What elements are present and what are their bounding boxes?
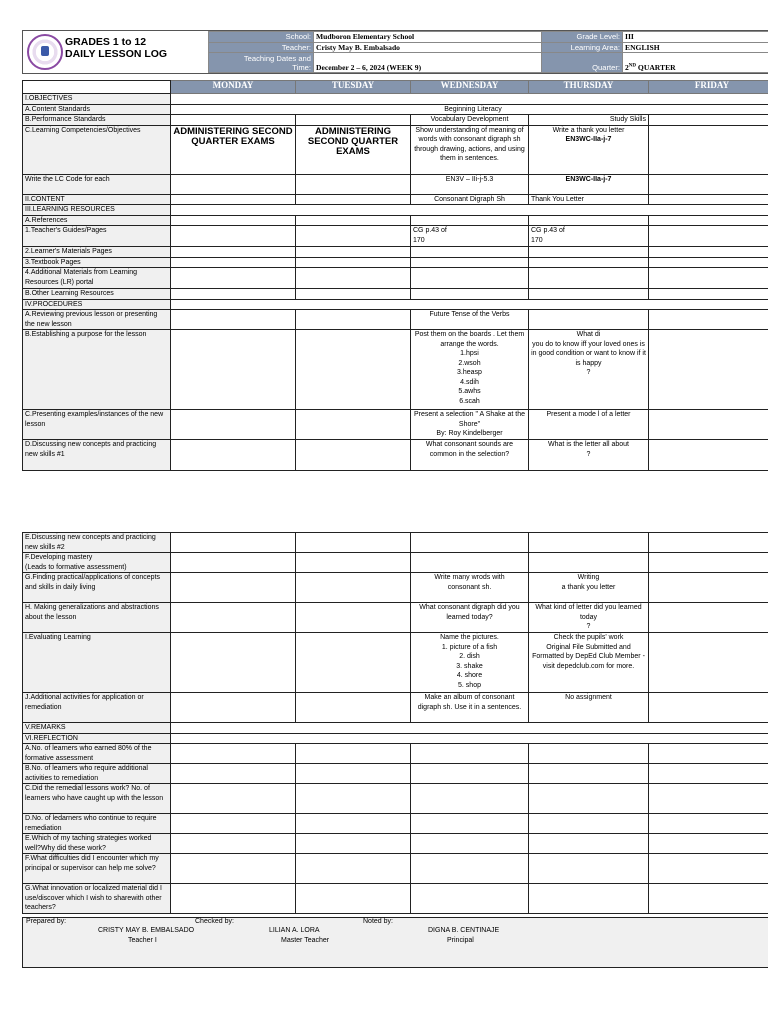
- reflection-a-label: A.No. of learners who earned 80% of the formative assessment: [23, 744, 171, 764]
- day-friday: FRIDAY: [649, 81, 768, 94]
- lc-code-label: Write the LC Code for each: [23, 174, 171, 194]
- table-row: [23, 603, 768, 633]
- performance-standards-wed: Vocabulary Development: [411, 115, 529, 126]
- header-info-table: [208, 31, 768, 73]
- table-row: [23, 299, 768, 310]
- content-standards-value: Beginning Literacy: [171, 104, 768, 115]
- content-wed: Consonant Digraph Sh: [411, 194, 529, 205]
- generalizations-thu: What kind of letter did you learned today ?: [535, 604, 642, 630]
- discussing1-wed: What consonant sounds are common in the selection?: [411, 440, 529, 471]
- table-row: [23, 104, 768, 115]
- checked-by-label: Checked by:: [195, 918, 234, 925]
- reflection-b-label: B.No. of learners who require additional activities to remediation: [23, 764, 171, 784]
- table-row: [23, 693, 768, 723]
- table-row: [23, 764, 768, 784]
- teaching-dates-label-line2: Time:: [292, 63, 311, 72]
- references-label: A.References: [23, 215, 171, 226]
- practical-thu: Writing a thank you letter: [561, 574, 616, 591]
- practical-label: G.Finding practical/applications of concepts and skills in daily living: [23, 573, 171, 603]
- table-row: [23, 723, 768, 734]
- performance-standards-label: B.Performance Standards: [23, 115, 171, 126]
- generalizations-wed: What consonant digraph did you learned today?: [411, 603, 529, 633]
- form-title: [65, 36, 205, 60]
- competencies-mon: ADMINISTERING SECOND QUARTER EXAMS: [173, 125, 293, 147]
- table-row: [23, 744, 768, 764]
- table-row: [23, 247, 768, 258]
- table-row: [23, 125, 768, 174]
- table-row: [23, 330, 768, 410]
- grade-level-label: Grade Level:: [542, 32, 623, 43]
- noted-by-label: Noted by:: [363, 918, 393, 925]
- table-row: [23, 784, 768, 814]
- day-tuesday: TUESDAY: [296, 81, 411, 94]
- grade-level-value: III: [623, 32, 768, 43]
- section-learning-resources: III.LEARNING RESOURCES: [23, 205, 171, 216]
- lc-code-thu: EN3WC-IIa-j-7: [529, 174, 649, 194]
- quarter-label: Quarter:: [542, 53, 623, 73]
- learning-area-value: ENGLISH: [623, 42, 768, 53]
- competencies-thu-code: EN3WC-IIa-j-7: [565, 136, 612, 143]
- day-monday: MONDAY: [171, 81, 296, 94]
- table-row: [23, 205, 768, 216]
- section-reflection: VI.REFLECTION: [23, 733, 171, 744]
- tg-pages-wed: CG p.43 of 170: [413, 227, 447, 244]
- presenting-label: C.Presenting examples/instances of the new lesson: [23, 410, 171, 440]
- section-remarks: V.REMARKS: [23, 723, 171, 734]
- form-title-line2: DAILY LESSON LOG: [65, 48, 168, 60]
- table-row: [23, 194, 768, 205]
- table-row: [23, 289, 768, 300]
- table-row: [23, 174, 768, 194]
- table-row: [23, 573, 768, 603]
- teaching-dates-value: December 2 – 6, 2024 (WEEK 9): [314, 53, 542, 73]
- reflection-d-label: D.No. of ledarners who continue to require remediation: [23, 814, 171, 834]
- tg-pages-label: 1.Teacher's Guides/Pages: [23, 226, 171, 247]
- table-row: [23, 553, 768, 573]
- teaching-dates-label-line1: Teaching Dates and: [243, 54, 311, 63]
- textbook-pages-label: 3.Textbook Pages: [23, 257, 171, 268]
- table-row: [23, 310, 768, 330]
- other-resources-label: B.Other Learning Resources: [23, 289, 171, 300]
- table-row: [23, 440, 768, 471]
- form-title-line1: GRADES 1 to 12: [65, 36, 147, 48]
- checked-by-name: LILIAN A. LORA: [269, 927, 320, 934]
- lesson-table-part2: [22, 532, 768, 914]
- evaluating-wed: Name the pictures. 1. picture of a fish 2. dish 3. shake 4. shore 5. shop: [440, 634, 499, 689]
- teacher-value: Cristy May B. Embalsado: [314, 42, 542, 53]
- reflection-c-label: C.Did the remedial lessons work? No. of learners who have caught up with the lesson: [23, 784, 171, 814]
- teacher-label: Teacher:: [209, 42, 314, 53]
- table-row: [23, 533, 768, 553]
- discussing1-thu: What is the letter all about ?: [548, 441, 629, 458]
- content-standards-label: A.Content Standards: [23, 104, 171, 115]
- section-procedures: IV.PROCEDURES: [23, 299, 171, 310]
- additional-materials-label: 4.Additional Materials from Learning Resources (LR) portal: [23, 268, 171, 289]
- discussing2-label: E.Discussing new concepts and practicing new skills #2: [23, 533, 171, 553]
- day-thursday: THURSDAY: [529, 81, 649, 94]
- competencies-tue: ADMINISTERING SECOND QUARTER EXAMS: [307, 125, 399, 157]
- day-wednesday: WEDNESDAY: [411, 81, 529, 94]
- presenting-wed: Present a selection " A Shake at the Shore" By: Roy Kindelberger: [413, 411, 526, 437]
- noted-by-name: DIGNA B. CENTINAJE: [428, 927, 500, 934]
- table-row: [23, 884, 768, 914]
- deped-seal-logo: [27, 34, 63, 70]
- quarter-word: QUARTER: [636, 63, 676, 72]
- competencies-label: C.Learning Competencies/Objectives: [23, 125, 171, 174]
- reviewing-label: A.Reviewing previous lesson or presenting the new lesson: [23, 310, 171, 330]
- establishing-wed: Post them on the boards . Let them arrange the words. 1.hpsi 2.wsoh 3.heasp 4.sdih 5.awhs 6.scah: [414, 331, 525, 405]
- prepared-by-name: CRISTY MAY B. EMBALSADO: [98, 927, 195, 934]
- content-thu: Thank You Letter: [529, 194, 649, 205]
- content-label: II.CONTENT: [23, 194, 171, 205]
- reflection-g-label: G.What innovation or localized material did I use/discover which I wish to sharewith other teachers?: [23, 884, 171, 914]
- table-row: [23, 115, 768, 126]
- performance-standards-thu: Study Skills: [529, 115, 649, 126]
- lesson-table-part1: [22, 80, 768, 471]
- discussing1-label: D.Discussing new concepts and practicing new skills #1: [23, 440, 171, 471]
- lm-pages-label: 2.Learner's Materials Pages: [23, 247, 171, 258]
- evaluating-thu: Check the pupils' work Original File Submitted and Formatted by DepEd Club Member - visit depedclub.com for more.: [532, 634, 645, 670]
- generalizations-label: H. Making generalizations and abstractions about the lesson: [23, 603, 171, 633]
- reflection-f-label: F.What difficulties did I encounter which my principal or supervisor can help me solve?: [23, 854, 171, 884]
- practical-wed: Write many wrods with consonant sh.: [434, 574, 505, 591]
- table-row: [23, 410, 768, 440]
- prepared-by-role: Teacher I: [128, 937, 157, 944]
- signature-block: [22, 917, 768, 968]
- lesson-log-header: [22, 30, 768, 74]
- noted-by-role: Principal: [447, 937, 474, 944]
- table-row: [23, 215, 768, 226]
- competencies-wed: Show understanding of meaning of words with consonant digraph sh through drawing, actions, and using them in sentences.: [411, 125, 529, 174]
- competencies-thu: Write a thank you letter: [552, 126, 625, 134]
- lc-code-wed: EN3V – IIi-j-5.3: [411, 174, 529, 194]
- table-row: [23, 733, 768, 744]
- section-objectives: I.OBJECTIVES: [23, 94, 171, 105]
- reflection-e-label: E.Which of my taching strategies worked well?Why did these work?: [23, 834, 171, 854]
- table-row: [23, 268, 768, 289]
- table-row: [23, 257, 768, 268]
- additional-activities-thu: No assignment: [529, 693, 649, 723]
- checked-by-role: Master Teacher: [281, 937, 330, 944]
- establishing-thu: What di you do to know iff your loved ones is in good condition or want to know if it is happy ?: [531, 331, 646, 376]
- mastery-label: F.Developing mastery (Leads to formative assessment): [25, 554, 127, 571]
- tg-pages-thu: CG p.43 of 170: [531, 227, 565, 244]
- table-row: [23, 633, 768, 693]
- reviewing-wed: Future Tense of the Verbs: [411, 310, 529, 330]
- prepared-by-label: Prepared by:: [26, 918, 67, 925]
- additional-activities-wed: Make an album of consonant digraph sh. Use it in a sentences.: [411, 693, 529, 723]
- evaluating-label: I.Evaluating Learning: [23, 633, 171, 693]
- table-row: [23, 834, 768, 854]
- learning-area-label: Learning Area:: [542, 42, 623, 53]
- school-value: Mudboron Elementary School: [314, 32, 542, 43]
- teaching-dates-label: [209, 53, 314, 73]
- additional-activities-label: J.Additional activities for application or remediation: [23, 693, 171, 723]
- school-label: School:: [209, 32, 314, 43]
- establishing-label: B.Establishing a purpose for the lesson: [23, 330, 171, 410]
- quarter-value: [623, 53, 768, 73]
- table-row: [23, 226, 768, 247]
- table-row: [23, 854, 768, 884]
- table-row: [23, 94, 768, 105]
- quarter-ordinal: ND: [628, 63, 637, 69]
- table-row: [23, 814, 768, 834]
- quarter-number: 2: [625, 63, 629, 72]
- presenting-thu: Present a mode l of a letter: [529, 410, 649, 440]
- day-header-row: [23, 81, 768, 94]
